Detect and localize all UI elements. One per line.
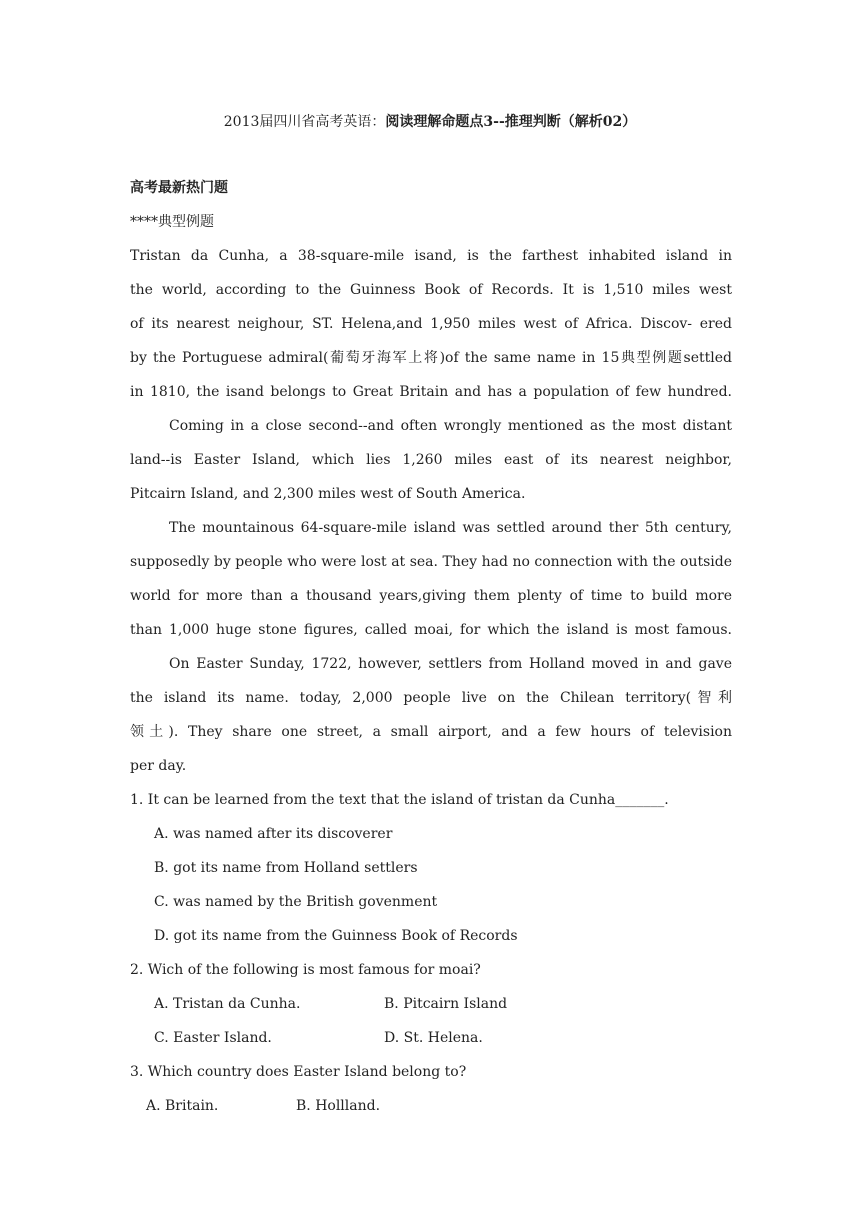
passage-line: of its nearest neighour, ST. Helena,and 1,950 miles west of Africa. Discov- ered	[130, 316, 732, 332]
title-topic: 阅读理解命题点3--推理判断（解析02）	[385, 114, 637, 130]
answer-option: C. Easter Island.	[154, 1030, 272, 1046]
passage-line: Pitcairn Island, and 2,300 miles west of South America.	[130, 486, 526, 502]
answer-option: B. got its name from Holland settlers	[154, 860, 418, 876]
subheading: ****典型例题	[130, 214, 214, 230]
answer-option: C. was named by the British govenment	[154, 894, 438, 910]
question-stem: 1. It can be learned from the text that the island of tristan da Cunha_______.	[130, 792, 669, 808]
document-title	[0, 112, 860, 132]
title-prefix: 2013届四川省高考英语：	[223, 114, 386, 130]
answer-option: D. St. Helena.	[384, 1030, 483, 1046]
passage-line: supposedly by people who were lost at sea. They had no connection with the outside	[130, 554, 732, 570]
passage-line: in 1810, the isand belongs to Great Britain and has a population of few hundred.	[130, 384, 732, 400]
passage-line: The mountainous 64-square-mile island was settled around ther 5th century,	[169, 520, 732, 536]
question-stem: 3. Which country does Easter Island belong to?	[130, 1064, 467, 1080]
passage-line: land--is Easter Island, which lies 1,260 miles east of its nearest neighbor,	[130, 452, 732, 468]
passage-line: world for more than a thousand years,giving them plenty of time to build more	[130, 588, 732, 604]
answer-option-row	[130, 1095, 732, 1129]
passage-line: by the Portuguese admiral(葡萄牙海军上将)of the same name in 15典型例题settled	[130, 350, 732, 366]
reading-passage	[130, 245, 732, 789]
passage-line: than 1,000 huge stone figures, called moai, for which the island is most famous.	[130, 622, 732, 638]
question-1	[130, 789, 732, 959]
passage-line: 领土). They share one street, a small airport, and a few hours of television	[130, 724, 732, 740]
answer-option: A. was named after its discoverer	[154, 826, 393, 842]
answer-option: A. Britain.	[146, 1098, 219, 1114]
section-heading: 高考最新热门题	[130, 180, 228, 196]
passage-line: Tristan da Cunha, a 38-square-mile isand, is the farthest inhabited island in	[130, 248, 732, 264]
answer-option: B. Hollland.	[296, 1098, 381, 1114]
question-stem: 2. Wich of the following is most famous for moai?	[130, 962, 481, 978]
question-2	[130, 959, 732, 1061]
answer-option: B. Pitcairn Island	[384, 996, 508, 1012]
passage-line: On Easter Sunday, 1722, however, settlers from Holland moved in and gave	[169, 656, 732, 672]
passage-line: the world, according to the Guinness Book of Records. It is 1,510 miles west	[130, 282, 732, 298]
document-body	[130, 177, 732, 1129]
answer-option-row	[130, 1027, 732, 1061]
answer-option: D. got its name from the Guinness Book of Records	[154, 928, 518, 944]
answer-option-row	[130, 993, 732, 1027]
passage-line: per day.	[130, 758, 187, 774]
passage-line: the island its name. today, 2,000 people live on the Chilean territory(智利	[130, 690, 732, 706]
answer-option: A. Tristan da Cunha.	[154, 996, 301, 1012]
question-3	[130, 1061, 732, 1129]
passage-line: Coming in a close second--and often wrongly mentioned as the most distant	[169, 418, 732, 434]
